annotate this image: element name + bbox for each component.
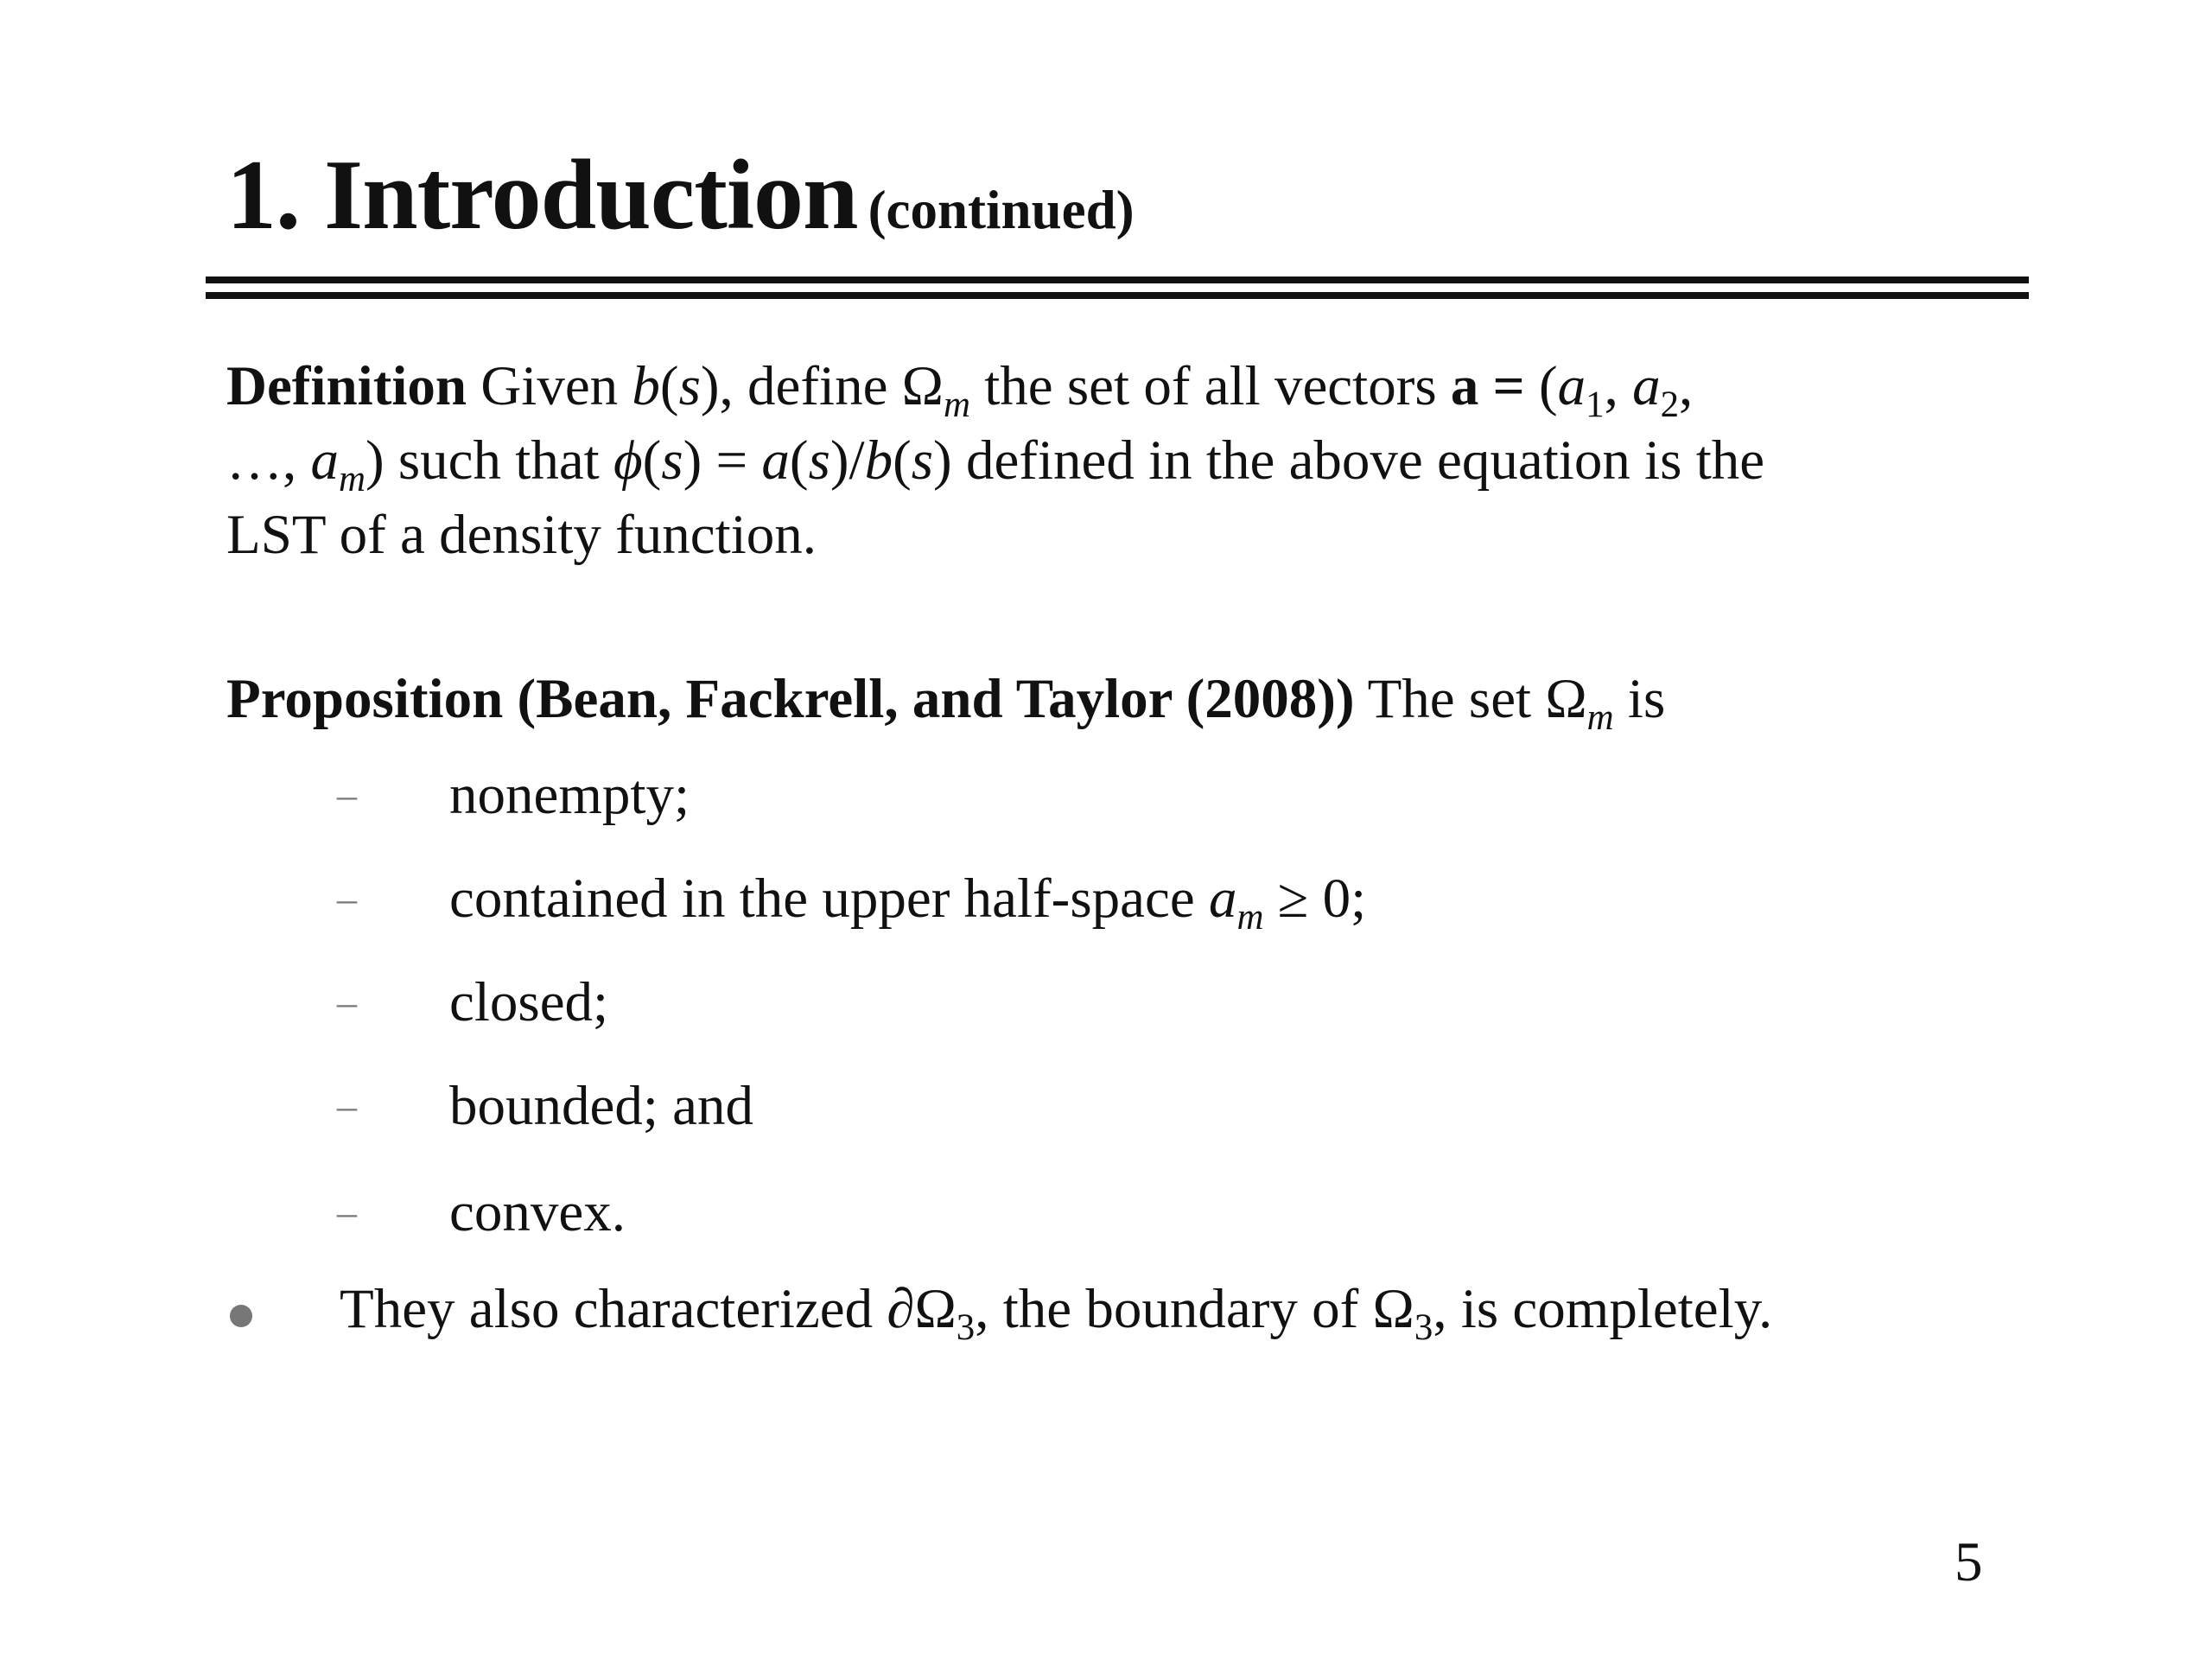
list-item-text: nonempty; [449, 764, 690, 826]
proposition-paragraph [226, 662, 2006, 736]
math-subscript-1: 1 [1586, 384, 1605, 425]
definition-text: ) defined in the above equation is the [933, 429, 1765, 492]
math-subscript-m: m [943, 384, 970, 425]
math-subscript-m: m [1586, 696, 1614, 738]
title-main: 1. Introduction [226, 140, 858, 251]
definition-text: , [1679, 355, 1694, 417]
definition-text: LST of a density function. [226, 504, 817, 566]
math-subscript-m: m [1236, 896, 1264, 938]
math-s: s [808, 429, 830, 492]
dash-marker: – [337, 772, 357, 817]
definition-text: ) = [683, 429, 762, 492]
math-b: b [864, 429, 893, 492]
dash-marker: – [337, 1084, 357, 1128]
definition-text: ( [642, 429, 662, 492]
math-s: s [661, 429, 683, 492]
math-s: s [911, 429, 934, 492]
math-vector-a: a = [1450, 355, 1525, 417]
proposition-text: The set Ω [1354, 668, 1587, 730]
definition-label: Definition [226, 355, 467, 417]
math-a: a [310, 429, 339, 492]
page-number: 5 [1955, 1531, 1983, 1593]
list-item-text-part: contained in the upper half-space [449, 868, 1209, 930]
list-item-text-part: ≥ 0; [1263, 868, 1367, 930]
list-item-text [449, 861, 1366, 936]
definition-text: ( [1524, 355, 1558, 417]
definition-text: ( [789, 429, 809, 492]
proposition-text: is [1613, 668, 1666, 730]
definition-text: ( [893, 429, 912, 492]
title-rule-bottom [206, 292, 2029, 299]
bullet-text-part: , the boundary of Ω [975, 1278, 1414, 1340]
math-phi: ϕ [613, 429, 643, 492]
slide-title [226, 140, 1135, 251]
math-a: a [761, 429, 790, 492]
definition-text: )/ [830, 429, 865, 492]
definition-text: …, [226, 429, 311, 492]
bullet-dot-icon [230, 1305, 252, 1327]
dash-marker: – [337, 1190, 357, 1234]
title-continued: (continued) [868, 180, 1135, 240]
math-subscript-2: 2 [1660, 384, 1680, 425]
list-item-text: bounded; and [449, 1075, 754, 1137]
list-item-text: closed; [449, 971, 609, 1033]
math-b: b [632, 355, 660, 417]
list-item-text: convex. [449, 1181, 626, 1243]
definition-text: ( [659, 355, 679, 417]
dash-marker: – [337, 876, 357, 920]
definition-text: the set of all vectors [969, 355, 1451, 417]
math-subscript-3: 3 [956, 1306, 976, 1348]
math-subscript-3: 3 [1414, 1306, 1433, 1348]
proposition-label: Proposition (Bean, Fackrell, and Taylor (2008)) [226, 668, 1355, 730]
dash-marker: – [337, 980, 357, 1024]
bullet-text [340, 1272, 1772, 1346]
definition-text: , [1604, 355, 1633, 417]
definition-text: Given [467, 355, 632, 417]
math-subscript-m: m [339, 458, 365, 499]
math-s: s [678, 355, 701, 417]
bullet-text-part: They also characterized ∂Ω [340, 1278, 957, 1340]
bullet-text-part: , is completely. [1433, 1278, 1773, 1340]
definition-text: ), define Ω [700, 355, 944, 417]
title-rule-top [206, 276, 2029, 283]
math-a: a [1557, 355, 1586, 417]
definition-paragraph [226, 349, 2006, 572]
math-a: a [1208, 868, 1237, 930]
definition-text: ) such that [365, 429, 613, 492]
math-a: a [1632, 355, 1661, 417]
